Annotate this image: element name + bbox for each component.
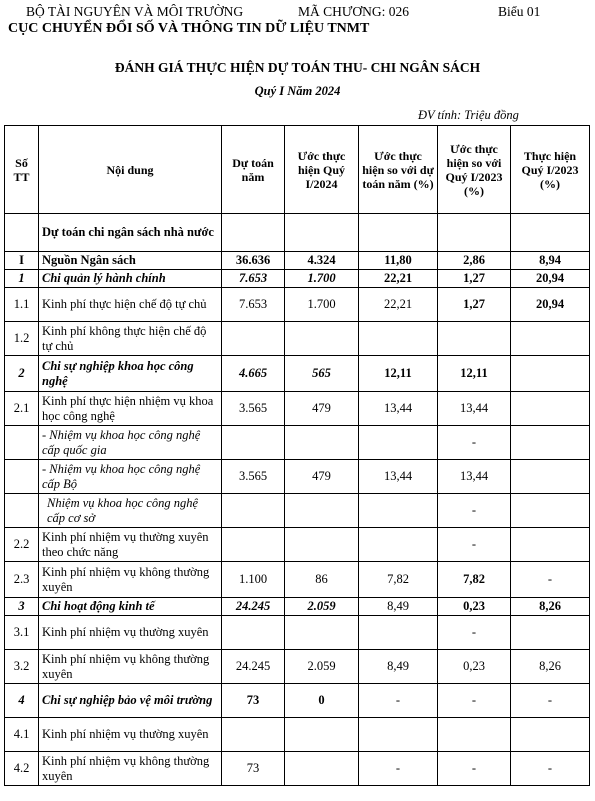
cell-pct-estimate: 13,44 — [359, 460, 438, 494]
cell-estimate — [222, 718, 285, 752]
cell-q1-2023: 8,94 — [511, 252, 590, 270]
cell-q1-2023 — [511, 494, 590, 528]
cell-content: - Nhiệm vụ khoa học công nghệ cấp quốc gia — [39, 426, 222, 460]
cell-pct-estimate — [359, 214, 438, 252]
cell-pct-q1-2023 — [438, 322, 511, 356]
cell-pct-q1-2023: 13,44 — [438, 460, 511, 494]
cell-pct-estimate: 8,49 — [359, 598, 438, 616]
cell-pct-estimate: 11,80 — [359, 252, 438, 270]
cell-pct-estimate: 7,82 — [359, 562, 438, 598]
cell-q1-2024: 86 — [285, 562, 359, 598]
cell-content: - Nhiệm vụ khoa học công nghệ cấp Bộ — [39, 460, 222, 494]
table-row — [5, 494, 590, 528]
cell-q1-2023 — [511, 214, 590, 252]
cell-pct-q1-2023: 2,86 — [438, 252, 511, 270]
cell-stt: 1.2 — [5, 322, 39, 356]
cell-q1-2024 — [285, 718, 359, 752]
cell-q1-2023 — [511, 356, 590, 392]
header-stt: Số TT — [5, 126, 39, 214]
cell-estimate: 24.245 — [222, 650, 285, 684]
cell-estimate: 73 — [222, 752, 285, 786]
cell-pct-estimate — [359, 528, 438, 562]
table-row — [5, 252, 590, 270]
cell-pct-q1-2023: 13,44 — [438, 392, 511, 426]
cell-pct-q1-2023: - — [438, 616, 511, 650]
budget-table — [4, 125, 590, 786]
cell-stt: 2.1 — [5, 392, 39, 426]
cell-pct-q1-2023 — [438, 718, 511, 752]
cell-pct-estimate: - — [359, 684, 438, 718]
cell-q1-2023 — [511, 528, 590, 562]
cell-pct-estimate — [359, 718, 438, 752]
cell-q1-2023 — [511, 392, 590, 426]
cell-pct-q1-2023: 7,82 — [438, 562, 511, 598]
cell-estimate: 73 — [222, 684, 285, 718]
cell-pct-estimate: - — [359, 752, 438, 786]
cell-q1-2023: - — [511, 752, 590, 786]
cell-q1-2023 — [511, 460, 590, 494]
cell-pct-q1-2023: - — [438, 684, 511, 718]
cell-stt — [5, 214, 39, 252]
header-estimate: Dự toán năm — [222, 126, 285, 214]
cell-estimate: 24.245 — [222, 598, 285, 616]
table-row — [5, 426, 590, 460]
header-content: Nội dung — [39, 126, 222, 214]
table-row — [5, 460, 590, 494]
cell-q1-2024 — [285, 752, 359, 786]
cell-q1-2024 — [285, 494, 359, 528]
cell-estimate: 36.636 — [222, 252, 285, 270]
header-q1-2023: Thực hiện Quý I/2023 (%) — [511, 126, 590, 214]
cell-content: Chi sự nghiệp bảo vệ môi trường — [39, 684, 222, 718]
cell-pct-q1-2023: - — [438, 752, 511, 786]
table-row — [5, 356, 590, 392]
cell-pct-estimate: 13,44 — [359, 392, 438, 426]
cell-content: Nhiệm vụ khoa học công nghệ cấp cơ sở — [39, 494, 222, 528]
cell-q1-2024: 1.700 — [285, 270, 359, 288]
cell-q1-2024: 2.059 — [285, 598, 359, 616]
form-number: Biểu 01 — [498, 4, 541, 19]
table-row — [5, 598, 590, 616]
cell-content: Kinh phí nhiệm vụ không thường xuyên — [39, 752, 222, 786]
cell-stt: 3.2 — [5, 650, 39, 684]
cell-q1-2023: 8,26 — [511, 598, 590, 616]
cell-pct-estimate: 22,21 — [359, 288, 438, 322]
table-row — [5, 752, 590, 786]
header-q1-2024: Ước thực hiện Quý I/2024 — [285, 126, 359, 214]
cell-q1-2024: 479 — [285, 460, 359, 494]
table-row — [5, 288, 590, 322]
table-row — [5, 270, 590, 288]
cell-q1-2024 — [285, 214, 359, 252]
cell-pct-q1-2023: - — [438, 528, 511, 562]
cell-pct-estimate — [359, 322, 438, 356]
cell-estimate: 7.653 — [222, 288, 285, 322]
table-header-row — [5, 126, 590, 214]
cell-estimate — [222, 528, 285, 562]
cell-pct-q1-2023: 0,23 — [438, 598, 511, 616]
table-row — [5, 616, 590, 650]
cell-pct-estimate: 22,21 — [359, 270, 438, 288]
cell-content: Chi hoạt động kinh tế — [39, 598, 222, 616]
cell-q1-2024 — [285, 616, 359, 650]
cell-q1-2023: - — [511, 562, 590, 598]
cell-stt: 4 — [5, 684, 39, 718]
cell-pct-estimate — [359, 426, 438, 460]
cell-pct-q1-2023: - — [438, 426, 511, 460]
cell-pct-q1-2023: 12,11 — [438, 356, 511, 392]
cell-stt: 4.2 — [5, 752, 39, 786]
cell-content: Kinh phí nhiệm vụ thường xuyên — [39, 718, 222, 752]
cell-estimate: 3.565 — [222, 392, 285, 426]
cell-estimate: 1.100 — [222, 562, 285, 598]
cell-estimate — [222, 322, 285, 356]
cell-q1-2024 — [285, 528, 359, 562]
cell-pct-q1-2023 — [438, 214, 511, 252]
cell-q1-2024: 565 — [285, 356, 359, 392]
cell-q1-2024: 2.059 — [285, 650, 359, 684]
cell-content: Nguồn Ngân sách — [39, 252, 222, 270]
table-row — [5, 562, 590, 598]
cell-q1-2023: - — [511, 684, 590, 718]
cell-q1-2024: 4.324 — [285, 252, 359, 270]
cell-stt: 2.3 — [5, 562, 39, 598]
cell-pct-estimate: 12,11 — [359, 356, 438, 392]
cell-content: Kinh phí nhiệm vụ thường xuyên — [39, 616, 222, 650]
cell-content: Chi sự nghiệp khoa học công nghệ — [39, 356, 222, 392]
cell-stt: I — [5, 252, 39, 270]
cell-content: Kinh phí nhiệm vụ không thường xuyên — [39, 562, 222, 598]
cell-stt — [5, 426, 39, 460]
cell-stt: 3 — [5, 598, 39, 616]
cell-stt: 2.2 — [5, 528, 39, 562]
report-title: ĐÁNH GIÁ THỰC HIỆN DỰ TOÁN THU- CHI NGÂN SÁCH — [114, 60, 481, 75]
cell-pct-q1-2023: 1,27 — [438, 270, 511, 288]
header-pct-estimate: Ước thực hiện so với dự toán năm (%) — [359, 126, 438, 214]
cell-stt: 2 — [5, 356, 39, 392]
cell-content: Kinh phí nhiệm vụ thường xuyên theo chức năng — [39, 528, 222, 562]
table-row — [5, 684, 590, 718]
table-row — [5, 528, 590, 562]
table-row — [5, 322, 590, 356]
cell-pct-estimate — [359, 494, 438, 528]
cell-estimate — [222, 616, 285, 650]
cell-pct-q1-2023: 0,23 — [438, 650, 511, 684]
cell-q1-2024: 479 — [285, 392, 359, 426]
cell-estimate: 4.665 — [222, 356, 285, 392]
cell-q1-2023: 20,94 — [511, 288, 590, 322]
table-row — [5, 718, 590, 752]
cell-stt: 1.1 — [5, 288, 39, 322]
table-row — [5, 214, 590, 252]
cell-pct-q1-2023: 1,27 — [438, 288, 511, 322]
cell-q1-2023: 8,26 — [511, 650, 590, 684]
cell-q1-2023 — [511, 616, 590, 650]
table-row — [5, 650, 590, 684]
cell-stt — [5, 460, 39, 494]
cell-stt: 3.1 — [5, 616, 39, 650]
cell-q1-2023 — [511, 718, 590, 752]
report-period: Quý I Năm 2024 — [254, 84, 341, 98]
cell-stt: 4.1 — [5, 718, 39, 752]
cell-q1-2024 — [285, 322, 359, 356]
cell-content: Kinh phí không thực hiện chế độ tự chủ — [39, 322, 222, 356]
ministry-name: BỘ TÀI NGUYÊN VÀ MÔI TRƯỜNG — [26, 4, 244, 19]
cell-content: Kinh phí thực hiện chế độ tự chủ — [39, 288, 222, 322]
cell-estimate — [222, 494, 285, 528]
cell-q1-2023 — [511, 426, 590, 460]
cell-pct-estimate: 8,49 — [359, 650, 438, 684]
cell-estimate — [222, 426, 285, 460]
cell-estimate: 3.565 — [222, 460, 285, 494]
cell-q1-2024 — [285, 426, 359, 460]
cell-stt: 1 — [5, 270, 39, 288]
cell-content: Dự toán chi ngân sách nhà nước — [39, 214, 222, 252]
cell-q1-2023 — [511, 322, 590, 356]
cell-pct-estimate — [359, 616, 438, 650]
cell-content: Kinh phí thực hiện nhiệm vụ khoa học công nghệ — [39, 392, 222, 426]
cell-content: Chi quản lý hành chính — [39, 270, 222, 288]
department-name: CỤC CHUYỂN ĐỔI SỐ VÀ THÔNG TIN DỮ LIỆU TNMT — [8, 21, 370, 36]
chapter-code: MÃ CHƯƠNG: 026 — [298, 4, 409, 19]
cell-q1-2024: 1.700 — [285, 288, 359, 322]
cell-q1-2024: 0 — [285, 684, 359, 718]
header-pct-q1-2023: Ước thực hiện so với Quý I/2023 (%) — [438, 126, 511, 214]
cell-content: Kinh phí nhiệm vụ không thường xuyên — [39, 650, 222, 684]
header-line — [26, 4, 586, 21]
cell-estimate — [222, 214, 285, 252]
cell-pct-q1-2023: - — [438, 494, 511, 528]
unit-label: ĐV tính: Triệu đồng — [418, 108, 519, 122]
table-row — [5, 392, 590, 426]
cell-stt — [5, 494, 39, 528]
cell-q1-2023: 20,94 — [511, 270, 590, 288]
cell-estimate: 7.653 — [222, 270, 285, 288]
